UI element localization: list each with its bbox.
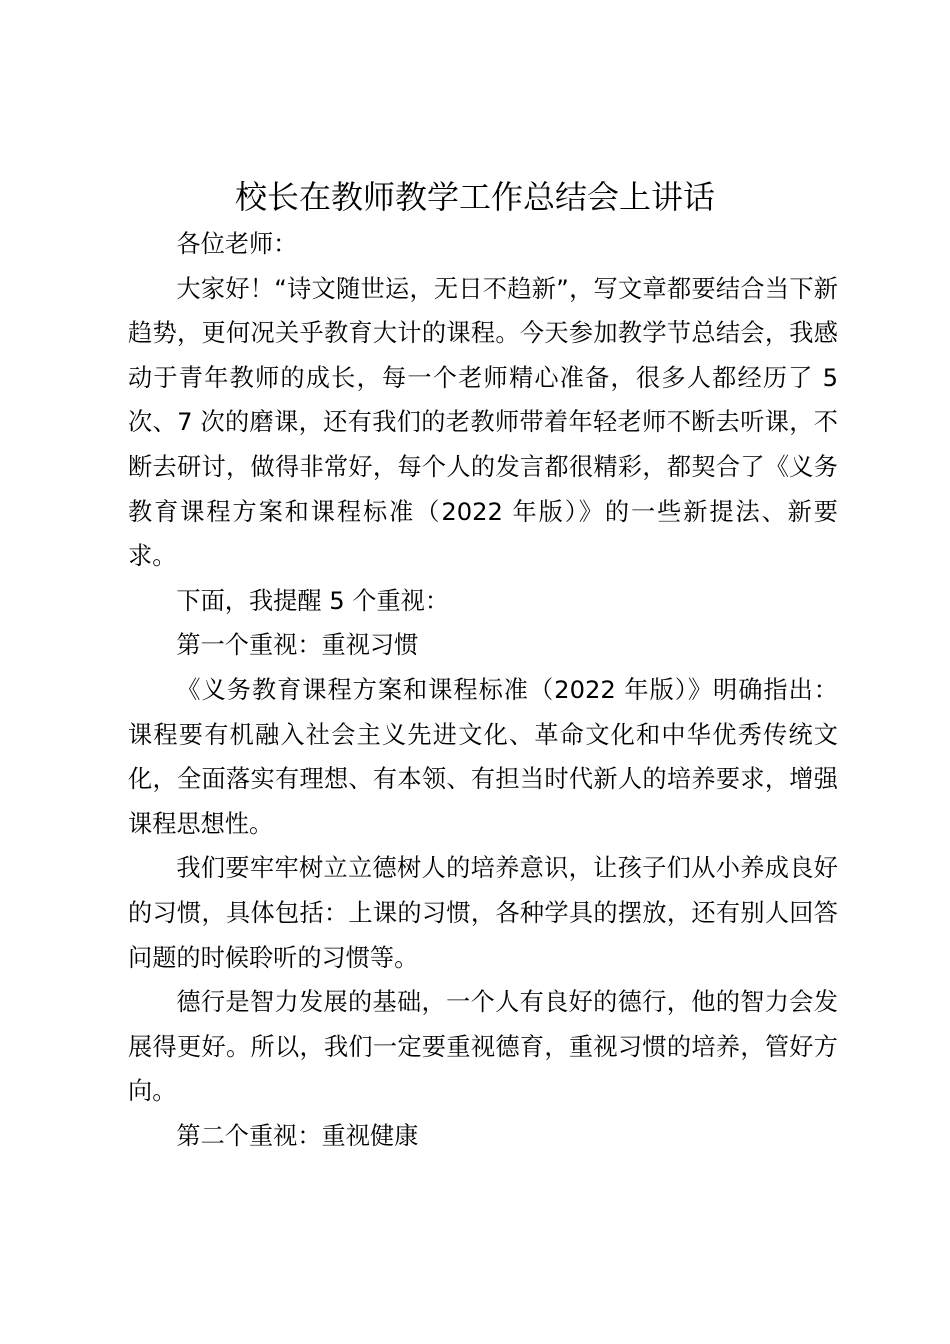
paragraph-intro: 下面，我提醒 5 个重视：	[176, 586, 450, 615]
salutation: 各位老师：	[176, 230, 298, 258]
paragraph-habits: 我们要牢牢树立立德树人的培养意识，让孩子们从小养成良好的习惯，具体包括：上课的习惯，各种学具的摆放，还有别人回答问题的时候聆听的习惯等。	[128, 854, 838, 972]
paragraph-standard: 《义务教育课程方案和课程标准（2022 年版）》明确指出：课程要有机融入社会主义先进文化、革命文化和中华优秀传统文化，全面落实有理想、有本领、有担当时代新人的培养要求，增强课程思想性。	[128, 675, 838, 838]
document-title: 校长在教师教学工作总结会上讲话	[234, 178, 715, 216]
section-heading-2: 第二个重视：重视健康	[176, 1121, 419, 1150]
document-body	[128, 222, 838, 1158]
paragraph-morality: 德行是智力发展的基础，一个人有良好的德行，他的智力会发展得更好。所以，我们一定要重视德育，重视习惯的培养，管好方向。	[128, 988, 838, 1106]
paragraph-opening: 大家好！“诗文随世运，无日不趋新”，写文章都要结合当下新趋势，更何况关乎教育大计的课程。今天参加教学节总结会，我感动于青年教师的成长，每一个老师精心准备，很多人都经历了 5 次、7 次的磨课，还有我们的老教师带着年轻老师不断去听课，不断去研讨，做得非常好，每个人的发言都很精彩，都契合了《义务教育课程方案和课程标准（2022 年版）》的一些新提法、新要求。	[128, 274, 838, 571]
section-heading-1: 第一个重视：重视习惯	[176, 631, 419, 660]
